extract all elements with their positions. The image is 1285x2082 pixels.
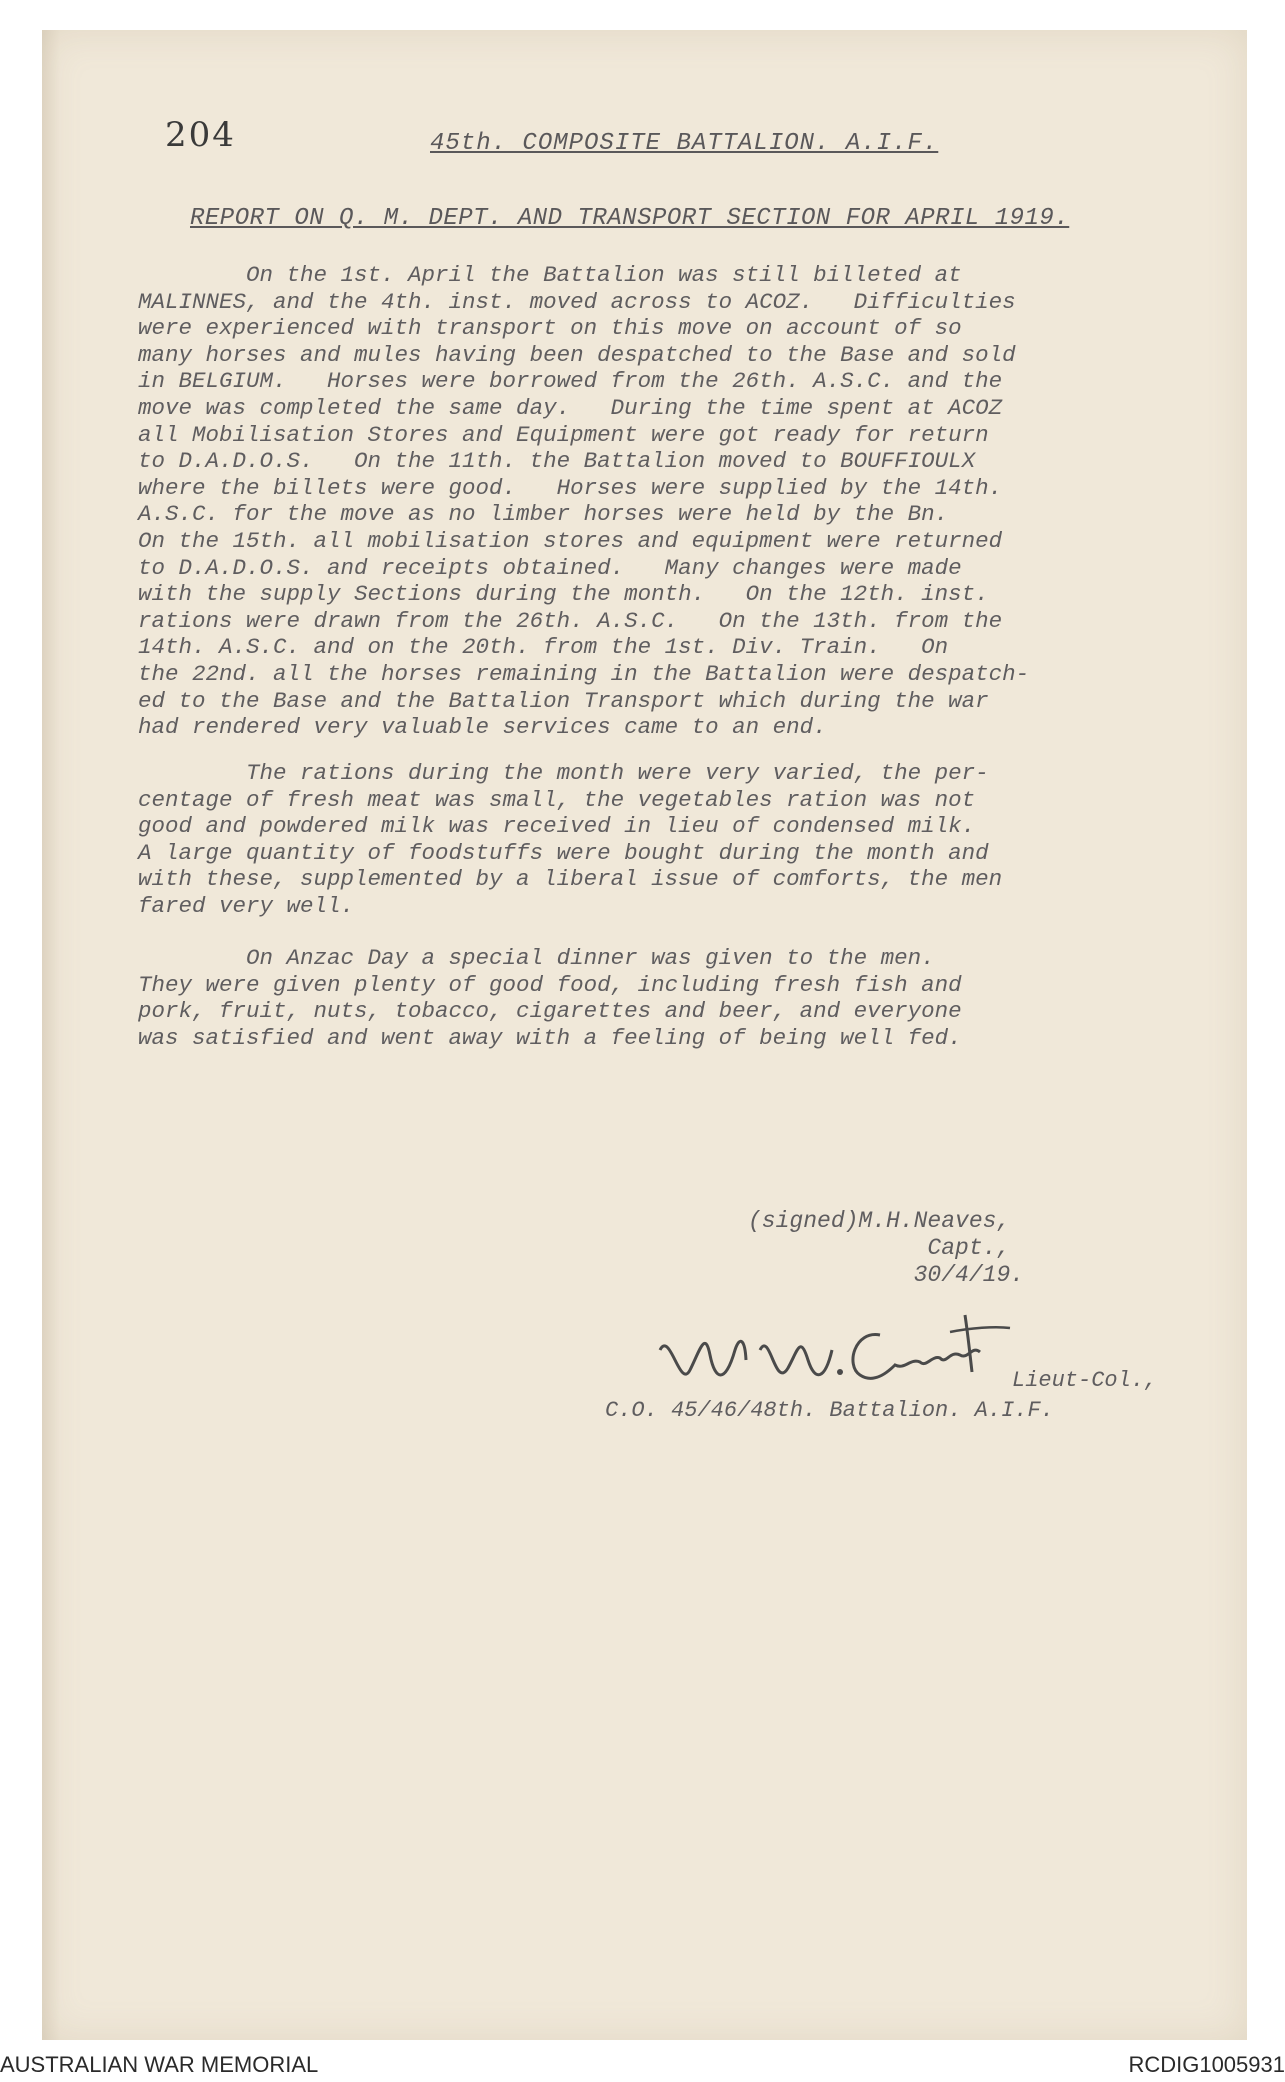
signed-block bbox=[748, 1208, 1024, 1289]
text-line: with the supply Sections during the month. On the 12th. inst. bbox=[138, 581, 989, 608]
text-line: 14th. A.S.C. and on the 20th. from the 1st. Div. Train. On bbox=[138, 634, 949, 661]
co-rank: Lieut-Col., bbox=[1012, 1368, 1158, 1393]
paragraph-rations bbox=[138, 760, 1248, 920]
text-line: They were given plenty of good food, including fresh fish and bbox=[138, 971, 962, 998]
text-line: was satisfied and went away with a feeling of being well fed. bbox=[138, 1024, 962, 1051]
text-line: MALINNES, and the 4th. inst. moved across to ACOZ. Difficulties bbox=[138, 288, 1016, 315]
text-line: to D.A.D.O.S. and receipts obtained. Many changes were made bbox=[138, 554, 962, 581]
paragraph-transport bbox=[138, 262, 1248, 741]
text-line: On the 15th. all mobilisation stores and equipment were returned bbox=[138, 527, 1003, 554]
text-line: A.S.C. for the move as no limber horses were held by the Bn. bbox=[138, 501, 949, 528]
text-line: centage of fresh meat was small, the vegetables ration was not bbox=[138, 786, 976, 813]
text-line: pork, fruit, nuts, tobacco, cigarettes and beer, and everyone bbox=[138, 998, 962, 1025]
footer-archive-name: AUSTRALIAN WAR MEMORIAL bbox=[0, 2052, 319, 2077]
text-line: had rendered very valuable services came to an end. bbox=[138, 714, 827, 741]
signed-line: Capt., bbox=[748, 1235, 1011, 1261]
text-line: all Mobilisation Stores and Equipment were got ready for return bbox=[138, 421, 989, 448]
unit-heading: 45th. COMPOSITE BATTALION. A.I.F. bbox=[430, 130, 939, 157]
co-unit: C.O. 45/46/48th. Battalion. A.I.F. bbox=[605, 1398, 1054, 1423]
text-line: to D.A.D.O.S. On the 11th. the Battalion moved to BOUFFIOULX bbox=[138, 448, 976, 475]
text-line: in BELGIUM. Horses were borrowed from the 26th. A.S.C. and the bbox=[138, 368, 1003, 395]
footer-record-id: RCDIG1005931 bbox=[1128, 2052, 1285, 2077]
text-line: ed to the Base and the Battalion Transport which during the war bbox=[138, 687, 989, 714]
text-line: On Anzac Day a special dinner was given to the men. bbox=[138, 945, 935, 971]
text-line: On the 1st. April the Battalion was still billeted at bbox=[138, 262, 962, 288]
folio-number: 204 bbox=[165, 115, 236, 155]
text-line: fared very well. bbox=[138, 892, 355, 919]
text-line: with these, supplemented by a liberal issue of comforts, the men bbox=[138, 866, 1003, 893]
text-line: rations were drawn from the 26th. A.S.C. On the 13th. from the bbox=[138, 607, 1003, 634]
text-line: good and powdered milk was received in lieu of condensed milk. bbox=[138, 813, 976, 840]
text-line: move was completed the same day. During the time spent at ACOZ bbox=[138, 394, 1003, 421]
text-line: were experienced with transport on this move on account of so bbox=[138, 315, 962, 342]
signed-line: 30/4/19. bbox=[748, 1262, 1025, 1288]
paragraph-anzac-day bbox=[138, 945, 1248, 1051]
text-line: the 22nd. all the horses remaining in the Battalion were despatch- bbox=[138, 660, 1030, 687]
text-line: The rations during the month were very varied, the per- bbox=[138, 760, 989, 786]
text-line: A large quantity of foodstuffs were bought during the month and bbox=[138, 839, 989, 866]
handwritten-signature bbox=[650, 1310, 1030, 1410]
report-title: REPORT ON Q. M. DEPT. AND TRANSPORT SECTION FOR APRIL 1919. bbox=[190, 205, 1070, 232]
signed-line: (signed)M.H.Neaves, bbox=[748, 1208, 1011, 1234]
text-line: where the billets were good. Horses were supplied by the 14th. bbox=[138, 474, 1003, 501]
text-line: many horses and mules having been despatched to the Base and sold bbox=[138, 341, 1016, 368]
